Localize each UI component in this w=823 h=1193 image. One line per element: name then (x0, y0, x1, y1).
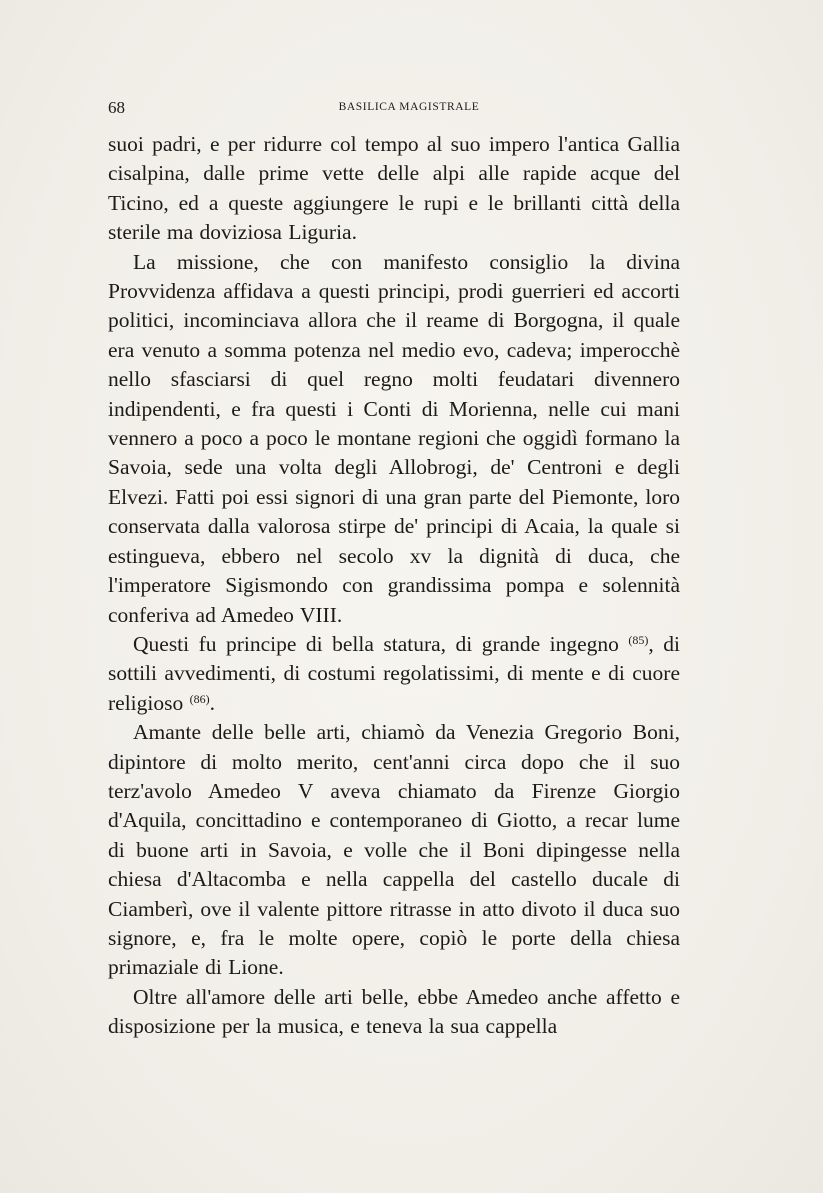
page-header (108, 98, 680, 120)
paragraph-amedeo-portrait (108, 630, 680, 718)
paragraph-mission: La missione, che con manifesto consiglio la divina Provvidenza affidava a questi principi, prodi guerrieri ed accorti politici, incominciava allora che il reame di Borgogna, il quale era venuto a somma potenza nel medio evo, cadeva; imperocchè nello sfasciarsi di quel regno molti feudatari divennero indipendenti, e fra questi i Conti di Morienna, nelle cui mani vennero a poco a poco le montane regioni che oggidì formano la Savoia, sede una volta degli Allobrogi, de' Centroni e degli Elvezi. Fatti poi essi signori di una gran parte del Piemonte, loro conservata dalla valorosa stirpe de' principi di Acaia, la quale si estingueva, ebbero nel secolo xv la dignità di duca, che l'imperatore Sigismondo con grandissima pompa e solennità conferiva ad Amedeo VIII. (108, 249, 680, 627)
paragraph-continuation: suoi padri, e per ridurre col tempo al suo impero l'antica Gallia cisalpina, dalle prime vette delle alpi alle rapide acque del Ticino, ed a queste aggiungere le rupi e le brillanti città della sterile ma doviziosa Liguria. (108, 132, 680, 245)
body-text (108, 130, 680, 1042)
running-head: BASILICA MAGISTRALE (338, 101, 480, 113)
page-number: 68 (108, 98, 125, 117)
footnote-ref-85: (85) (628, 632, 649, 647)
paragraph-music: Oltre all'amore delle arti belle, ebbe Amedeo anche affetto e disposizione per la musica, e teneva la sua cappella (108, 984, 680, 1039)
paragraph-text: , di sottili avvedimenti, di costumi regolatissimi, di mente e di cuore religioso (108, 631, 680, 715)
paragraph-text: . (209, 690, 215, 715)
paragraph-text: Questi fu principe di bella statura, di grande ingegno (133, 631, 619, 656)
paragraph-arts: Amante delle belle arti, chiamò da Venezia Gregorio Boni, dipintore di molto merito, cent'anni circa dopo che il suo terz'avolo Amedeo V aveva chiamato da Firenze Giorgio d'Aquila, concittadino e contemporaneo di Giotto, a recar lume di buone arti in Savoia, e volle che il Boni dipingesse nella chiesa d'Altacomba e nella cappella del castello ducale di Ciamberì, ove il valente pittore ritrasse in atto divoto il duca suo signore, e, fra le molte opere, copiò le porte della chiesa primaziale di Lione. (108, 720, 680, 980)
footnote-ref-86: (86) (189, 691, 210, 706)
